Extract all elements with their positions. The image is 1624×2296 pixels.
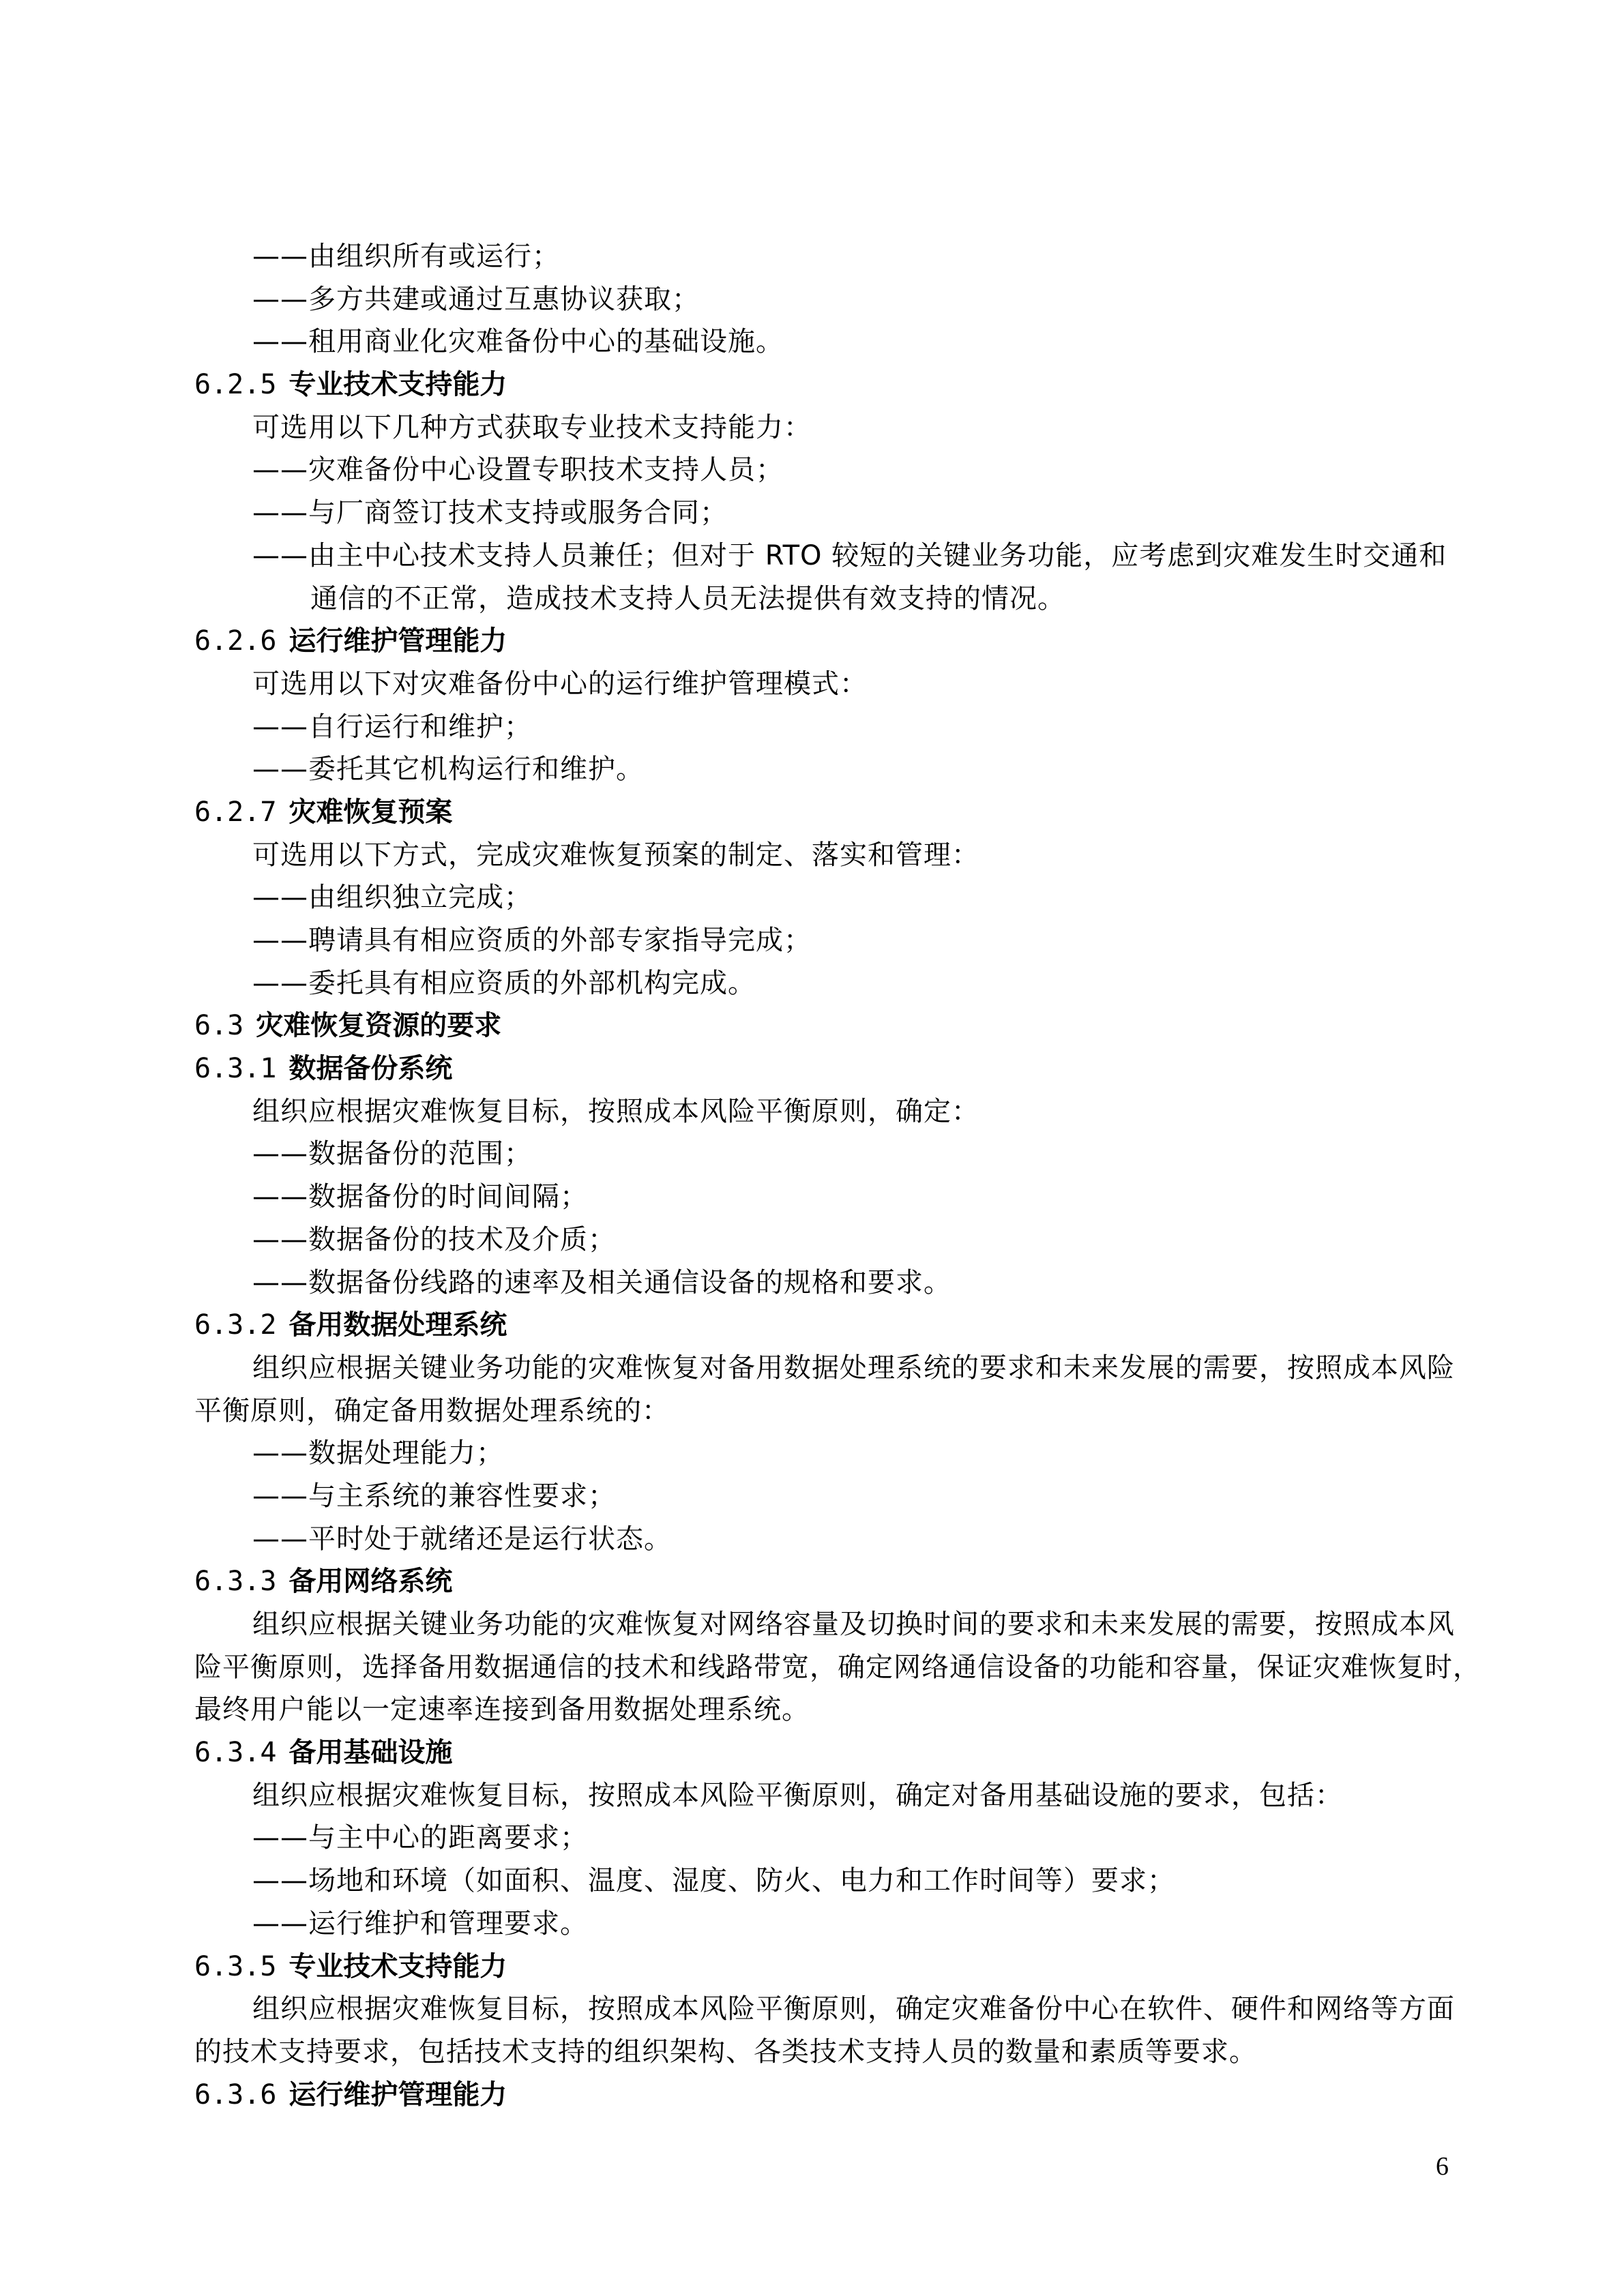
section-title: 灾难恢复预案 xyxy=(289,796,453,828)
list-item: ——平时处于就绪还是运行状态。 xyxy=(252,1523,672,1555)
section-title: 专业技术支持能力 xyxy=(289,369,507,401)
paragraph-continuation: 的技术支持要求，包括技术支持的组织架构、各类技术支持人员的数量和素质等要求。 xyxy=(194,2036,1257,2068)
list-item: ——与主中心的距离要求； xyxy=(252,1822,588,1854)
paragraph: 组织应根据关键业务功能的灾难恢复对网络容量及切换时间的要求和未来发展的需要，按照成本风 xyxy=(252,1609,1455,1640)
section-heading-6-2-5 xyxy=(194,363,1426,406)
list-item: ——多方共建或通过互惠协议获取； xyxy=(252,283,700,315)
list-item: ——与主系统的兼容性要求； xyxy=(252,1480,616,1512)
paragraph-continuation: 平衡原则，确定备用数据处理系统的： xyxy=(194,1395,670,1427)
section-number: 6.3.4 xyxy=(194,1737,277,1769)
list-item: ——自行运行和维护； xyxy=(252,711,532,743)
section-number: 6.3.5 xyxy=(194,1950,277,1982)
section-heading-6-3-1 xyxy=(194,1047,1426,1090)
section-title: 数据备份系统 xyxy=(289,1053,453,1085)
list-item: ——数据备份的范围； xyxy=(252,1138,532,1170)
paragraph: 组织应根据灾难恢复目标，按照成本风险平衡原则，确定： xyxy=(252,1095,979,1127)
section-heading-6-2-7 xyxy=(194,791,1426,834)
paragraph: 组织应根据关键业务功能的灾难恢复对备用数据处理系统的要求和未来发展的需要，按照成本风险 xyxy=(252,1352,1455,1384)
section-title: 备用网络系统 xyxy=(289,1566,453,1598)
list-item: ——由主中心技术支持人员兼任；但对于 RTO 较短的关键业务功能，应考虑到灾难发生时交通和 xyxy=(252,539,1447,571)
section-number: 6.2.7 xyxy=(194,796,277,828)
section-number: 6.3 xyxy=(194,1010,244,1042)
section-number: 6.2.5 xyxy=(194,369,277,401)
section-title: 灾难恢复资源的要求 xyxy=(256,1010,502,1042)
paragraph: 组织应根据灾难恢复目标，按照成本风险平衡原则，确定对备用基础设施的要求，包括： xyxy=(252,1779,1343,1811)
list-item: ——数据备份的技术及介质； xyxy=(252,1223,616,1255)
section-title: 运行维护管理能力 xyxy=(289,2078,507,2111)
section-title: 备用数据处理系统 xyxy=(289,1309,507,1341)
section-heading-6-3 xyxy=(194,1004,1426,1047)
section-number: 6.3.3 xyxy=(194,1566,277,1598)
document-body xyxy=(194,235,1481,2116)
list-item: ——由组织独立完成； xyxy=(252,882,532,914)
paragraph: 可选用以下方式，完成灾难恢复预案的制定、落实和管理： xyxy=(252,839,979,871)
list-item: ——委托其它机构运行和维护。 xyxy=(252,754,644,786)
section-heading-6-3-3 xyxy=(194,1560,1426,1603)
paragraph: 组织应根据灾难恢复目标，按照成本风险平衡原则，确定灾难备份中心在软件、硬件和网络等方面 xyxy=(252,1993,1455,2025)
list-item: ——场地和环境（如面积、温度、湿度、防火、电力和工作时间等）要求； xyxy=(252,1865,1175,1897)
list-item: ——由组织所有或运行； xyxy=(252,241,560,272)
section-heading-6-3-6 xyxy=(194,2074,1426,2117)
list-item: ——数据备份线路的速率及相关通信设备的规格和要求。 xyxy=(252,1266,951,1298)
page-number: 6 xyxy=(1436,2152,1449,2181)
section-heading-6-3-2 xyxy=(194,1304,1426,1347)
list-item: ——数据备份的时间间隔； xyxy=(252,1181,588,1213)
section-title: 专业技术支持能力 xyxy=(289,1950,507,1982)
section-number: 6.3.6 xyxy=(194,2078,277,2111)
section-number: 6.3.1 xyxy=(194,1053,277,1085)
paragraph-continuation: 最终用户能以一定速率连接到备用数据处理系统。 xyxy=(194,1694,810,1726)
list-item-continuation: 通信的不正常，造成技术支持人员无法提供有效支持的情况。 xyxy=(310,582,1065,614)
paragraph: 可选用以下对灾难备份中心的运行维护管理模式： xyxy=(252,668,868,700)
list-item: ——灾难备份中心设置专职技术支持人员； xyxy=(252,454,784,486)
section-heading-6-3-4 xyxy=(194,1731,1426,1774)
list-item: ——聘请具有相应资质的外部专家指导完成； xyxy=(252,925,812,956)
section-number: 6.2.6 xyxy=(194,625,277,657)
section-title: 备用基础设施 xyxy=(289,1737,453,1769)
list-item: ——租用商业化灾难备份中心的基础设施。 xyxy=(252,326,784,358)
paragraph: 可选用以下几种方式获取专业技术支持能力： xyxy=(252,411,812,443)
list-item: ——运行维护和管理要求。 xyxy=(252,1907,588,1939)
list-item: ——数据处理能力； xyxy=(252,1437,504,1470)
section-heading-6-2-6 xyxy=(194,620,1426,663)
section-number: 6.3.2 xyxy=(194,1309,277,1341)
list-item: ——与厂商签订技术支持或服务合同； xyxy=(252,497,728,529)
paragraph-continuation: 险平衡原则，选择备用数据通信的技术和线路带宽，确定网络通信设备的功能和容量，保证灾难恢复时， xyxy=(194,1651,1481,1683)
section-title: 运行维护管理能力 xyxy=(289,625,507,657)
section-heading-6-3-5 xyxy=(194,1945,1426,1988)
list-item: ——委托具有相应资质的外部机构完成。 xyxy=(252,967,756,999)
